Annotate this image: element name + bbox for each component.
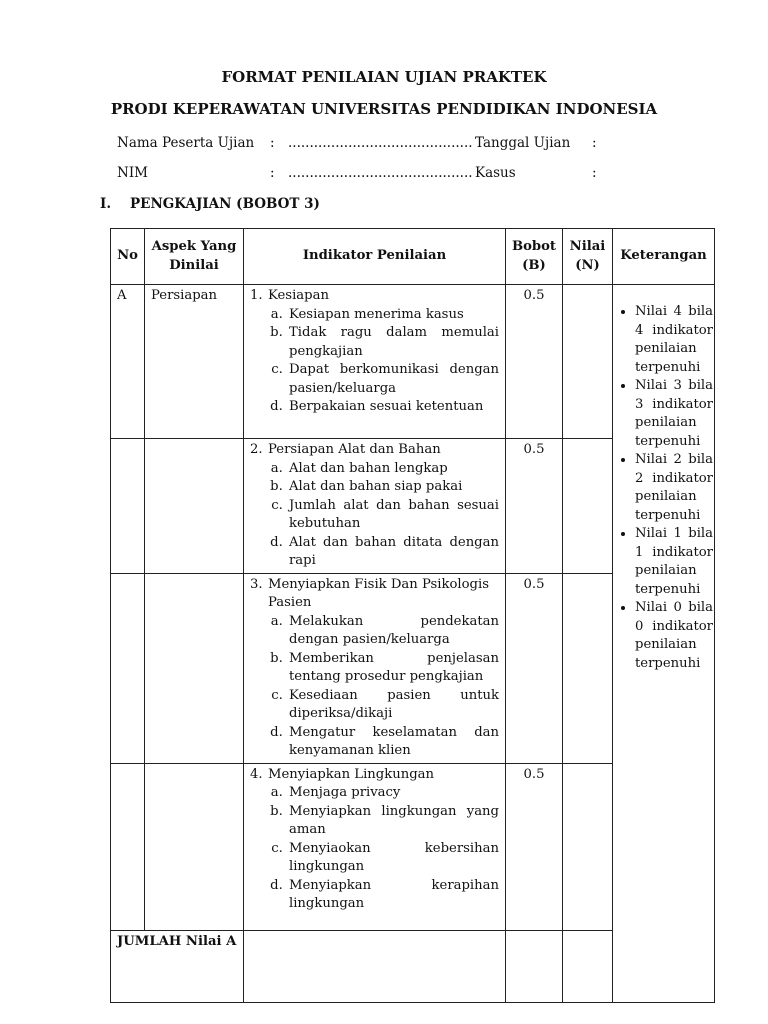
nama-peserta-colon: : bbox=[270, 135, 275, 151]
indicator-items bbox=[250, 306, 499, 417]
header-keterangan: Keterangan bbox=[613, 229, 715, 285]
indicator-cell bbox=[244, 763, 506, 930]
indicator-item: b. Alat dan bahan siap pakai bbox=[287, 478, 499, 497]
indicator-item: a. Kesiapan menerima kasus bbox=[287, 306, 499, 325]
kasus-label: Kasus bbox=[475, 165, 516, 181]
indicator-cell bbox=[244, 285, 506, 439]
indicator-cell bbox=[244, 439, 506, 574]
indicator-item: a. Melakukan pendekatan dengan pasien/keluarga bbox=[287, 613, 499, 650]
jumlah-label: JUMLAH Nilai A bbox=[111, 930, 244, 1002]
indicator-cell bbox=[244, 573, 506, 763]
indicator-item: b. Tidak ragu dalam memulai pengkajian bbox=[287, 324, 499, 361]
indicator-number: 3. bbox=[250, 576, 263, 592]
row-no-empty bbox=[111, 439, 145, 574]
keterangan-item: • Nilai 0 bila 0 indikator penilaian terpenuhi bbox=[635, 599, 713, 673]
assessment-table bbox=[110, 228, 715, 1003]
section-heading bbox=[100, 196, 320, 212]
indicator-item: c. Menyiaokan kebersihan lingkungan bbox=[287, 840, 499, 877]
indicator-number: 1. bbox=[250, 288, 263, 303]
row-aspek: Persiapan bbox=[145, 285, 244, 439]
indicator-item: d. Menyiapkan kerapihan lingkungan bbox=[287, 877, 499, 914]
indicator-number: 2. bbox=[250, 442, 263, 457]
row-aspek-empty bbox=[145, 573, 244, 763]
bobot-value: 0.5 bbox=[506, 439, 563, 574]
indicator-item: a. Alat dan bahan lengkap bbox=[287, 460, 499, 479]
indicator-item: a. Menjaga privacy bbox=[287, 784, 499, 803]
keterangan-list bbox=[619, 303, 713, 673]
keterangan-cell bbox=[613, 285, 715, 1003]
keterangan-item: • Nilai 3 bila 3 indikator penilaian terpenuhi bbox=[635, 377, 713, 451]
nilai-cell[interactable] bbox=[563, 573, 613, 763]
row-no-empty bbox=[111, 763, 145, 930]
nilai-cell[interactable] bbox=[563, 285, 613, 439]
nama-peserta-label: Nama Peserta Ujian bbox=[117, 135, 255, 151]
row-aspek-empty bbox=[145, 439, 244, 574]
header-aspek: Aspek Yang Dinilai bbox=[145, 229, 244, 285]
jumlah-bobot-cell[interactable] bbox=[506, 930, 563, 1002]
row-no-empty bbox=[111, 573, 145, 763]
nama-peserta-blank[interactable]: ........................................... bbox=[288, 135, 473, 151]
nim-label: NIM bbox=[117, 165, 148, 181]
indicator-title: Menyiapkan Fisik Dan Psikologis Pasien bbox=[268, 576, 489, 610]
header-nilai: Nilai (N) bbox=[563, 229, 613, 285]
bobot-value: 0.5 bbox=[506, 763, 563, 930]
tanggal-ujian-label: Tanggal Ujian bbox=[475, 135, 571, 151]
indicator-item: d. Mengatur keselamatan dan kenyamanan klien bbox=[287, 724, 499, 761]
row-aspek-empty bbox=[145, 763, 244, 930]
table-row bbox=[111, 285, 715, 439]
nilai-cell[interactable] bbox=[563, 439, 613, 574]
bobot-value: 0.5 bbox=[506, 573, 563, 763]
keterangan-item: • Nilai 4 bila 4 indikator penilaian terpenuhi bbox=[635, 303, 713, 377]
table-header-row bbox=[111, 229, 715, 285]
indicator-number: 4. bbox=[250, 766, 263, 782]
jumlah-indikator-cell bbox=[244, 930, 506, 1002]
indicator-item: c. Kesediaan pasien untuk diperiksa/dikaji bbox=[287, 687, 499, 724]
indicator-title: Kesiapan bbox=[268, 288, 329, 303]
indicator-title: Menyiapkan Lingkungan bbox=[268, 766, 434, 782]
header-indikator: Indikator Penilaian bbox=[244, 229, 506, 285]
bobot-value: 0.5 bbox=[506, 285, 563, 439]
row-no: A bbox=[111, 285, 145, 439]
nilai-cell[interactable] bbox=[563, 763, 613, 930]
keterangan-item: • Nilai 1 bila 1 indikator penilaian terpenuhi bbox=[635, 525, 713, 599]
keterangan-item: • Nilai 2 bila 2 indikator penilaian terpenuhi bbox=[635, 451, 713, 525]
section-number: I. bbox=[100, 196, 112, 212]
jumlah-nilai-cell[interactable] bbox=[563, 930, 613, 1002]
nim-blank[interactable]: ........................................... bbox=[288, 165, 473, 181]
kasus-colon: : bbox=[592, 165, 597, 181]
indicator-item: c. Dapat berkomunikasi dengan pasien/keluarga bbox=[287, 361, 499, 398]
header-no: No bbox=[111, 229, 145, 285]
indicator-item: d. Alat dan bahan ditata dengan rapi bbox=[287, 534, 499, 571]
indicator-item: c. Jumlah alat dan bahan sesuai kebutuhan bbox=[287, 497, 499, 534]
document-subtitle: PRODI KEPERAWATAN UNIVERSITAS PENDIDIKAN INDONESIA bbox=[110, 100, 658, 118]
indicator-item: d. Berpakaian sesuai ketentuan bbox=[287, 398, 499, 417]
document-title: FORMAT PENILAIAN UJIAN PRAKTEK bbox=[221, 68, 547, 86]
tanggal-ujian-colon: : bbox=[592, 135, 597, 151]
indicator-items bbox=[250, 613, 499, 761]
indicator-items bbox=[250, 784, 499, 914]
indicator-items bbox=[250, 460, 499, 571]
header-bobot: Bobot (B) bbox=[506, 229, 563, 285]
indicator-item: b. Menyiapkan lingkungan yang aman bbox=[287, 803, 499, 840]
section-title: PENGKAJIAN (BOBOT 3) bbox=[130, 196, 320, 212]
nim-colon: : bbox=[270, 165, 275, 181]
indicator-item: b. Memberikan penjelasan tentang prosedur pengkajian bbox=[287, 650, 499, 687]
indicator-title: Persiapan Alat dan Bahan bbox=[268, 442, 441, 457]
